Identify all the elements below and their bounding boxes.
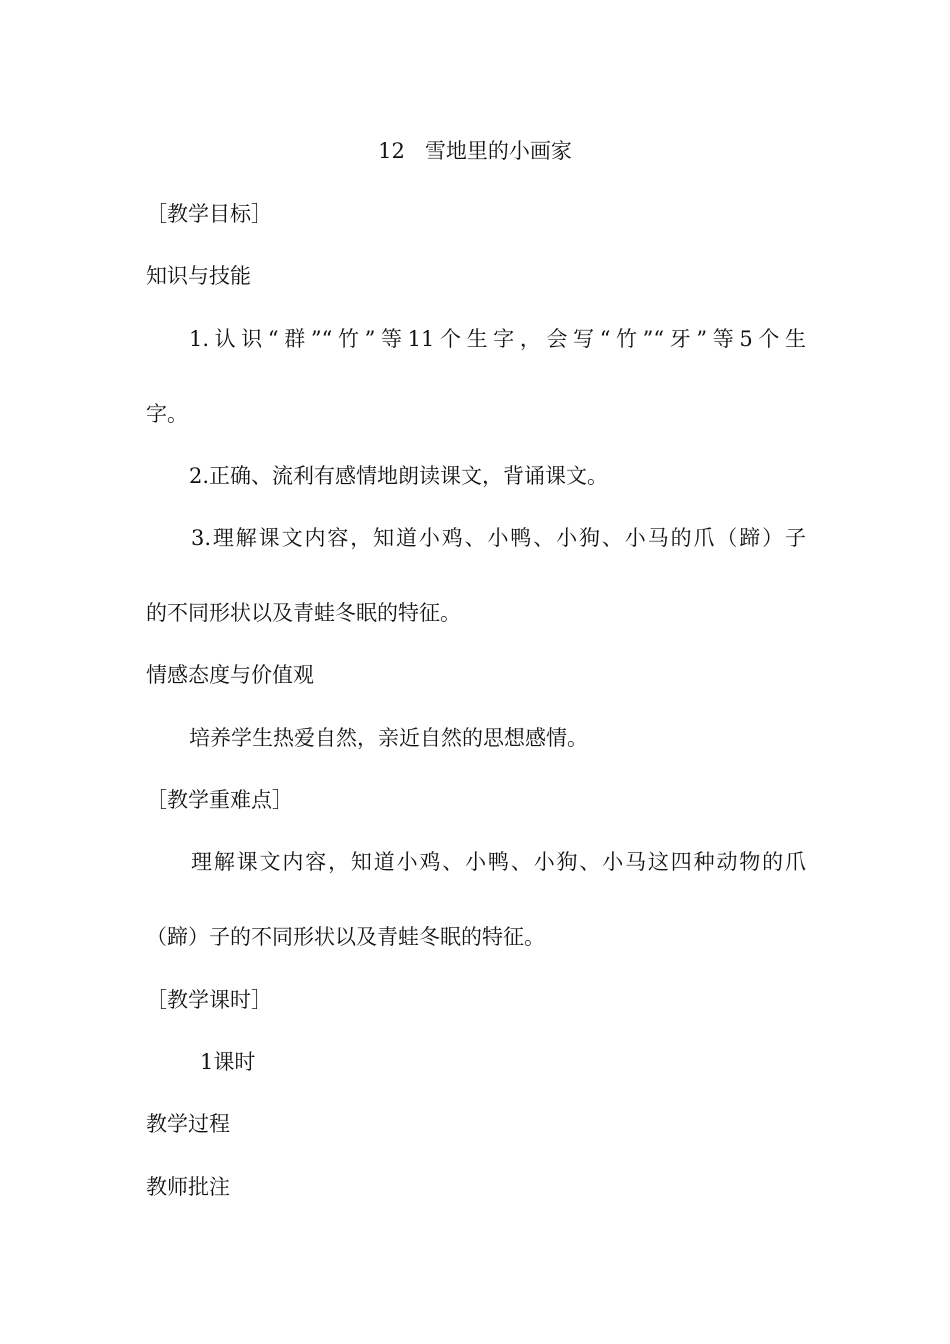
objective-1-line-2: 字。 (146, 402, 188, 426)
process-heading: 教学过程 (146, 1112, 230, 1136)
objectives-heading: ［教学目标］ (146, 202, 272, 226)
page-title (0, 137, 950, 165)
objective-3-line-1: 3.理解课文内容，知道小鸡、小鸭、小狗、小马的爪（蹄）子 (191, 526, 806, 550)
keypoints-line-1: 理解课文内容，知道小鸡、小鸭、小狗、小马这四种动物的爪 (191, 850, 806, 874)
knowledge-heading: 知识与技能 (146, 264, 251, 288)
emotion-heading: 情感态度与价值观 (146, 663, 314, 687)
notes-heading: 教师批注 (146, 1175, 230, 1199)
objective-1-line-1: 1.认识“群”“竹”等11个生字，会写“竹”“牙”等5个生 (189, 327, 806, 351)
hours-text: 1课时 (200, 1050, 256, 1074)
hours-heading: ［教学课时］ (146, 988, 272, 1012)
title-text: 雪地里的小画家 (424, 139, 572, 163)
objective-3-line-2: 的不同形状以及青蛙冬眠的特征。 (146, 601, 461, 625)
title-number: 12 (378, 139, 405, 163)
keypoints-heading: ［教学重难点］ (146, 788, 293, 812)
emotion-text: 培养学生热爱自然，亲近自然的思想感情。 (189, 726, 588, 750)
keypoints-line-2: （蹄）子的不同形状以及青蛙冬眠的特征。 (146, 925, 545, 949)
objective-2: 2.正确、流利有感情地朗读课文，背诵课文。 (189, 464, 609, 488)
